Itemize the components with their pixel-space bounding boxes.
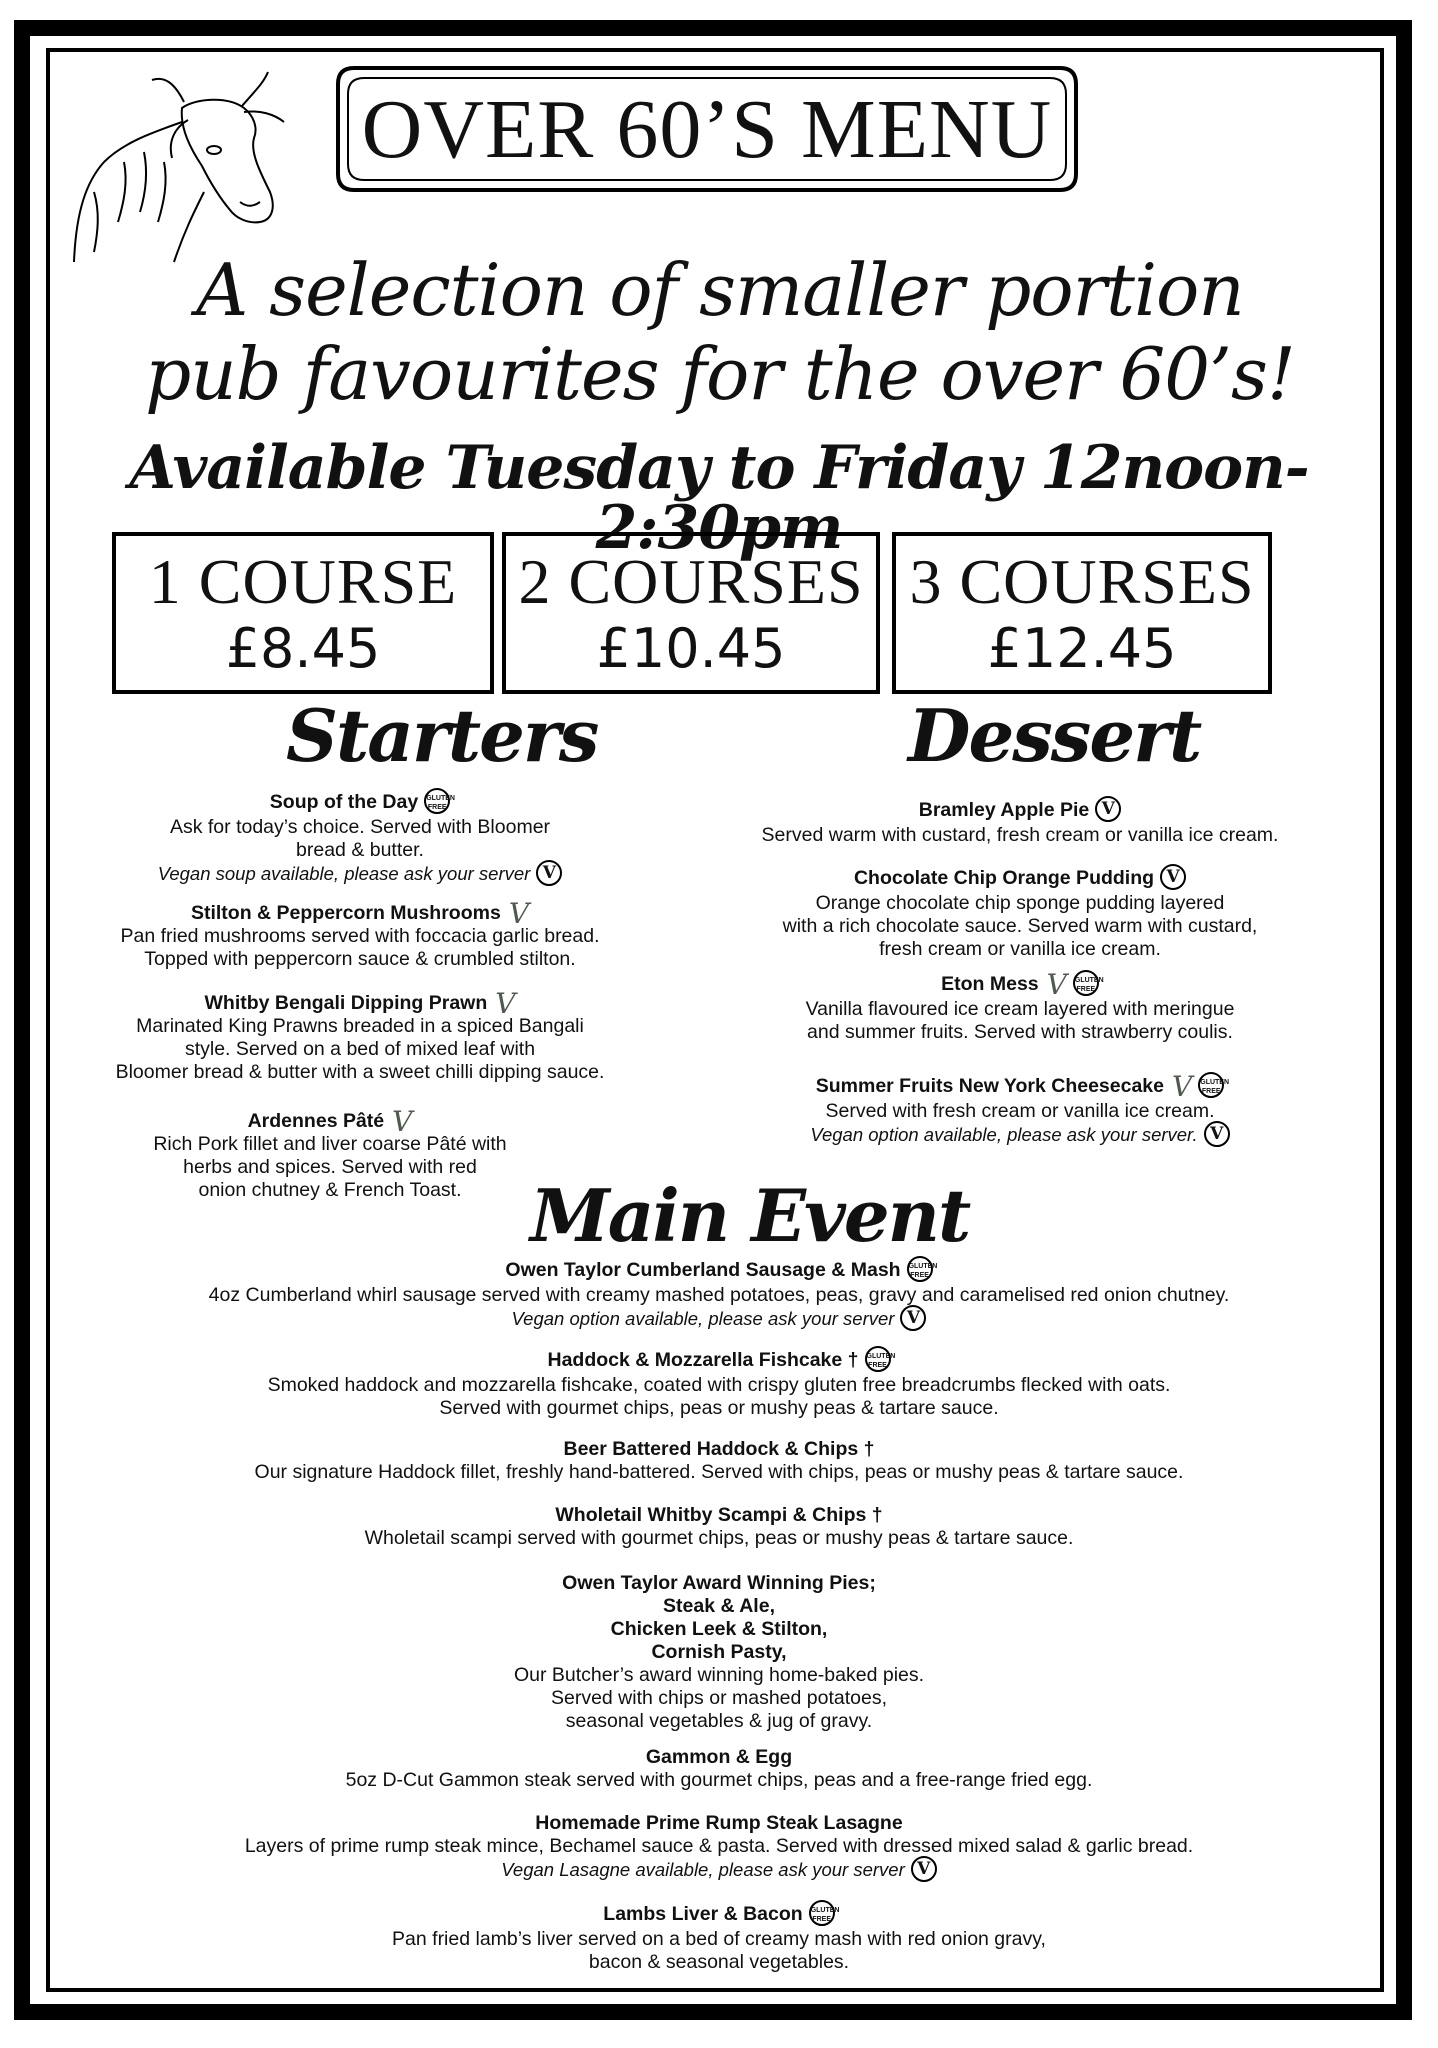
main-item bbox=[60, 1504, 1378, 1550]
course-price: £12.45 bbox=[987, 617, 1177, 680]
item-name: Haddock & Mozzarella Fishcake † bbox=[547, 1349, 859, 1372]
course-price: £8.45 bbox=[225, 617, 381, 680]
item-description: Served with chips or mashed potatoes, bbox=[550, 1687, 887, 1709]
item-name: Chocolate Chip Orange Pudding bbox=[853, 867, 1155, 890]
item-description: Orange chocolate chip sponge pudding layered bbox=[815, 892, 1225, 914]
course-label: 2 COURSES bbox=[518, 546, 864, 617]
gluten-free-icon: GLUTEN FREE bbox=[907, 1256, 933, 1282]
item-description: Served with gourmet chips, peas or mushy peas & tartare sauce. bbox=[439, 1397, 999, 1419]
availability-text: Available Tuesday to Friday 12noon-2:30pm bbox=[129, 433, 1309, 563]
item-description: herbs and spices. Served with red bbox=[183, 1156, 477, 1178]
gluten-free-icon: GLUTEN FREE bbox=[1198, 1072, 1224, 1098]
item-description: Vanilla flavoured ice cream layered with meringue bbox=[805, 998, 1235, 1020]
price-box-3-courses bbox=[892, 532, 1272, 694]
main-item bbox=[60, 1258, 1378, 1333]
item-description: Our signature Haddock fillet, freshly hand-battered. Served with chips, peas or mushy peas & tartare sauce. bbox=[254, 1461, 1184, 1483]
menu-title: OVER 60’S MENU bbox=[361, 82, 1053, 176]
starter-item bbox=[70, 896, 650, 971]
vegan-icon: V bbox=[1160, 864, 1186, 890]
item-description: bread & butter. bbox=[296, 839, 424, 861]
gluten-free-icon: GLUTEN FREE bbox=[809, 1900, 835, 1926]
item-description: Pan fried lamb’s liver served on a bed of creamy mash with red onion gravy, bbox=[392, 1928, 1046, 1950]
item-description: Served warm with custard, fresh cream or vanilla ice cream. bbox=[761, 824, 1279, 846]
dessert-heading: Dessert bbox=[908, 693, 1201, 778]
vegetarian-icon: V bbox=[1172, 1070, 1193, 1103]
item-name: Ardennes Pâté bbox=[247, 1110, 385, 1132]
main-event-heading: Main Event bbox=[530, 1173, 970, 1258]
tagline-line-2: pub favourites for the over 60’s! bbox=[145, 332, 1295, 416]
vegetarian-icon: V bbox=[508, 896, 530, 930]
vegan-icon: V bbox=[1095, 796, 1121, 822]
item-description: Layers of prime rump steak mince, Bechamel sauce & pasta. Served with dressed mixed salad & garlic bread. bbox=[244, 1835, 1194, 1857]
starters-heading: Starters bbox=[286, 693, 598, 778]
menu-title-frame bbox=[334, 64, 1080, 194]
item-description: fresh cream or vanilla ice cream. bbox=[879, 938, 1161, 960]
item-description: Pan fried mushrooms served with foccacia garlic bread. bbox=[120, 925, 600, 947]
vegetarian-icon: V bbox=[495, 986, 516, 1020]
course-label: 1 COURSE bbox=[148, 546, 458, 617]
item-name: Lambs Liver & Bacon bbox=[603, 1903, 803, 1926]
price-box-1-course bbox=[112, 532, 494, 694]
main-item bbox=[60, 1572, 1378, 1733]
pie-option: Steak & Ale, bbox=[663, 1595, 775, 1617]
item-description: Served with fresh cream or vanilla ice cream. bbox=[825, 1100, 1215, 1122]
pie-option: Chicken Leek & Stilton, bbox=[610, 1618, 828, 1640]
item-note: Vegan option available, please ask your server bbox=[511, 1308, 895, 1330]
item-description: Smoked haddock and mozzarella fishcake, coated with crispy gluten free breadcrumbs flecked with oats. bbox=[267, 1374, 1171, 1396]
dessert-item bbox=[700, 866, 1340, 961]
item-description: onion chutney & French Toast. bbox=[198, 1179, 462, 1201]
item-description: style. Served on a bed of mixed leaf with bbox=[184, 1038, 536, 1060]
bull-illustration bbox=[64, 62, 294, 272]
item-description: Ask for today’s choice. Served with Bloomer bbox=[169, 816, 551, 838]
vegetarian-icon: V bbox=[1046, 968, 1067, 1001]
item-name: Whitby Bengali Dipping Prawn bbox=[204, 992, 488, 1014]
item-name: Stilton & Peppercorn Mushrooms bbox=[190, 902, 501, 924]
item-description: with a rich chocolate sauce. Served warm with custard, bbox=[782, 915, 1258, 937]
item-name: Homemade Prime Rump Steak Lasagne bbox=[535, 1812, 903, 1834]
course-label: 3 COURSES bbox=[909, 546, 1255, 617]
item-description: Marinated King Prawns breaded in a spiced Bangali bbox=[136, 1015, 584, 1037]
gluten-free-icon: GLUTEN FREE bbox=[424, 788, 450, 814]
item-description: 5oz D-Cut Gammon steak served with gourmet chips, peas and a free-range fried egg. bbox=[345, 1769, 1093, 1791]
course-price: £10.45 bbox=[596, 617, 786, 680]
item-description: Wholetail scampi served with gourmet chips, peas or mushy peas & tartare sauce. bbox=[364, 1527, 1074, 1549]
item-description: 4oz Cumberland whirl sausage served with creamy mashed potatoes, peas, gravy and caramelised red onion chutney. bbox=[208, 1284, 1230, 1306]
main-item bbox=[60, 1902, 1378, 1974]
item-description: seasonal vegetables & jug of gravy. bbox=[565, 1710, 873, 1732]
vegan-icon: V bbox=[911, 1856, 937, 1882]
vegan-icon: V bbox=[1204, 1121, 1230, 1147]
main-item bbox=[60, 1812, 1378, 1884]
item-name: Soup of the Day bbox=[269, 791, 419, 814]
item-name: Summer Fruits New York Cheesecake bbox=[815, 1075, 1165, 1098]
item-description: Rich Pork fillet and liver coarse Pâté with bbox=[153, 1133, 507, 1155]
item-name: Beer Battered Haddock & Chips † bbox=[563, 1438, 875, 1460]
gluten-free-icon: GLUTEN FREE bbox=[865, 1346, 891, 1372]
item-description: bacon & seasonal vegetables. bbox=[588, 1951, 850, 1973]
item-note: Vegan soup available, please ask your server bbox=[157, 863, 531, 885]
gluten-free-icon: GLUTEN FREE bbox=[1073, 970, 1099, 996]
item-description: and summer fruits. Served with strawberry coulis. bbox=[807, 1021, 1233, 1043]
item-note: Vegan Lasagne available, please ask your server bbox=[501, 1859, 905, 1881]
item-name: Eton Mess bbox=[941, 973, 1039, 996]
dessert-item bbox=[700, 1070, 1340, 1149]
price-box-2-courses bbox=[502, 532, 880, 694]
vegetarian-icon: V bbox=[392, 1104, 413, 1138]
vegan-icon: V bbox=[536, 860, 562, 886]
dessert-item bbox=[700, 968, 1340, 1044]
item-name: Owen Taylor Award Winning Pies; bbox=[562, 1572, 876, 1594]
item-name: Bramley Apple Pie bbox=[918, 799, 1090, 822]
item-name: Gammon & Egg bbox=[645, 1746, 793, 1768]
dessert-item bbox=[700, 798, 1340, 847]
main-item bbox=[60, 1438, 1378, 1484]
tagline-line-1: A selection of smaller portion bbox=[196, 248, 1244, 332]
starter-item bbox=[70, 986, 650, 1084]
item-description: Topped with peppercorn sauce & crumbled stilton. bbox=[144, 948, 576, 970]
item-description: Bloomer bread & butter with a sweet chilli dipping sauce. bbox=[115, 1061, 605, 1083]
main-item bbox=[60, 1348, 1378, 1420]
starter-item bbox=[40, 1104, 620, 1202]
vegan-icon: V bbox=[900, 1305, 926, 1331]
item-description: Our Butcher’s award winning home-baked pies. bbox=[513, 1664, 925, 1686]
item-name: Wholetail Whitby Scampi & Chips † bbox=[555, 1504, 883, 1526]
pie-option: Cornish Pasty, bbox=[651, 1641, 787, 1663]
item-note: Vegan option available, please ask your server. bbox=[810, 1124, 1198, 1146]
starter-item bbox=[70, 790, 650, 888]
item-name: Owen Taylor Cumberland Sausage & Mash bbox=[505, 1259, 901, 1282]
main-item bbox=[60, 1746, 1378, 1792]
